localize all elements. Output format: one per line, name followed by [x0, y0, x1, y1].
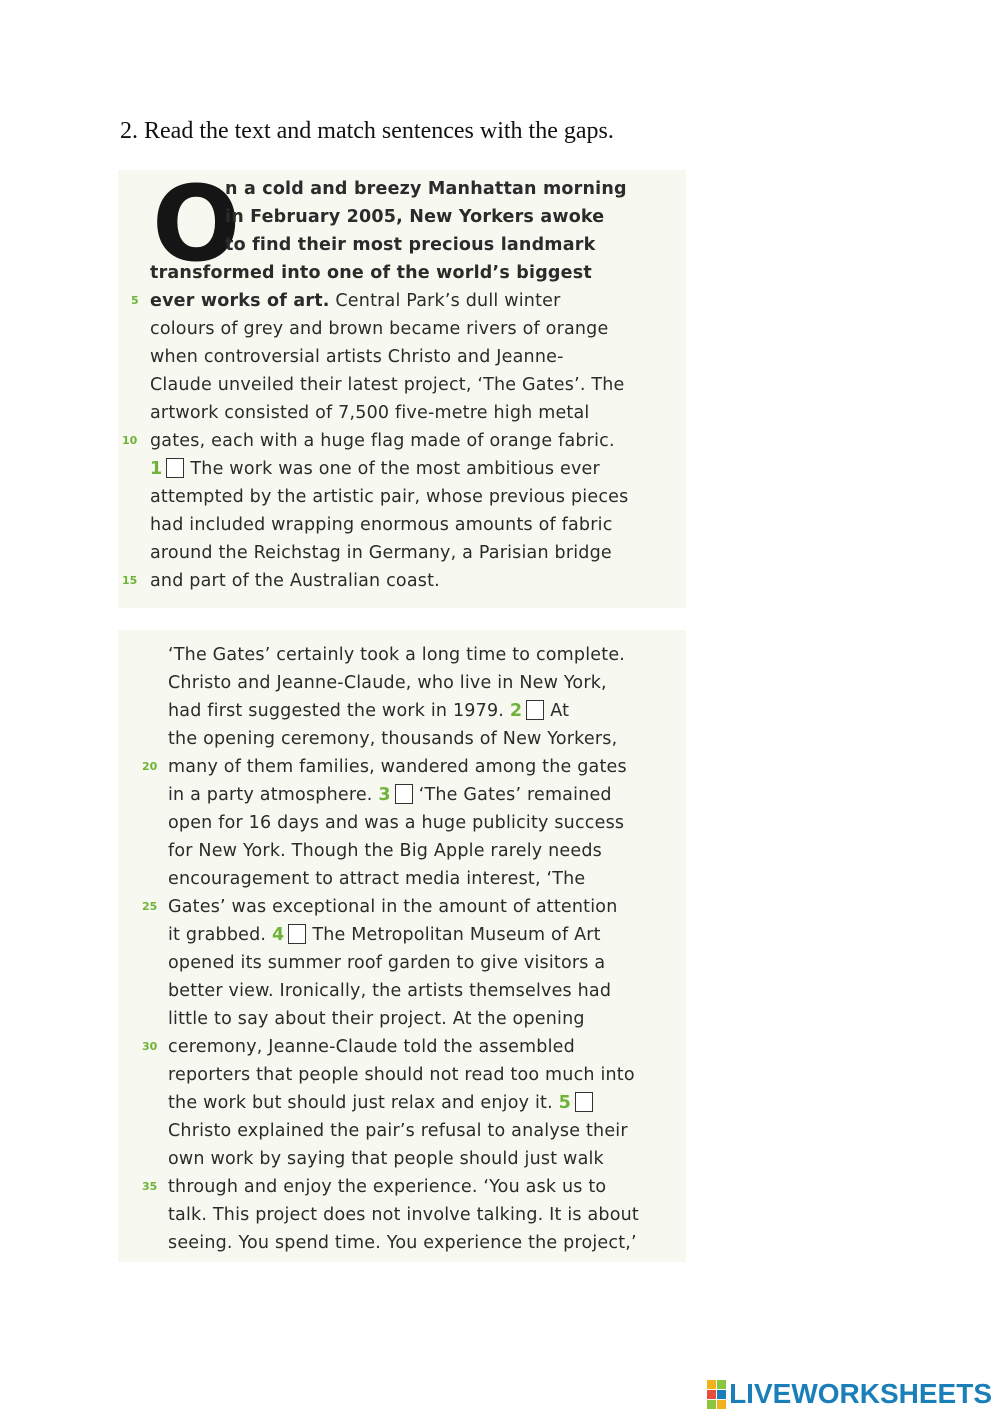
body-text: reporters that people should not read too much into — [168, 1065, 635, 1085]
text-line — [168, 949, 605, 977]
body-text: many of them families, wandered among the gates — [168, 757, 627, 777]
body-text: when controversial artists Christo and Jeanne- — [150, 347, 564, 367]
logo-tile — [707, 1390, 716, 1399]
text-line — [168, 809, 624, 837]
text-line — [150, 539, 612, 567]
gap-number: 1 — [150, 459, 163, 479]
body-text: The work was one of the most ambitious ever — [190, 459, 600, 479]
body-text: The Metropolitan Museum of Art — [312, 925, 601, 945]
line-number: 20 — [142, 760, 158, 773]
body-text: At — [550, 701, 570, 721]
gap-3-answer-box[interactable] — [395, 784, 413, 804]
bold-text: in February 2005, New Yorkers awoke — [225, 207, 605, 227]
body-text: the opening ceremony, thousands of New Yorkers, — [168, 729, 618, 749]
body-text: ceremony, Jeanne-Claude told the assembled — [168, 1037, 575, 1057]
gap-number: 5 — [558, 1093, 572, 1113]
body-text: encouragement to attract media interest, ‘The — [168, 869, 586, 889]
gap-5-answer-box[interactable] — [575, 1092, 593, 1112]
text-line — [168, 1033, 575, 1061]
text-line — [168, 1229, 637, 1257]
text-line — [168, 1173, 606, 1201]
line-number: 25 — [142, 900, 158, 913]
logo-tile — [717, 1380, 726, 1389]
logo-tile — [707, 1400, 716, 1409]
body-text: Central Park’s dull winter — [329, 291, 561, 311]
logo-mark-icon — [707, 1380, 726, 1409]
text-line — [225, 175, 627, 203]
body-text: ‘The Gates’ certainly took a long time to complete. — [168, 645, 626, 665]
gap-4-answer-box[interactable] — [288, 924, 306, 944]
body-text: artwork consisted of 7,500 five-metre high metal — [150, 403, 590, 423]
body-text: seeing. You spend time. You experience the project,’ — [168, 1233, 637, 1253]
text-line — [150, 343, 564, 371]
text-line — [150, 455, 600, 483]
bold-text: transformed into one of the world’s biggest — [150, 263, 592, 283]
body-text: the work but should just relax and enjoy it. — [168, 1093, 553, 1113]
body-text: it grabbed. — [168, 925, 267, 945]
bold-text: to find their most precious landmark — [225, 235, 596, 255]
line-number: 10 — [122, 434, 138, 447]
line-number: 30 — [142, 1040, 158, 1053]
body-text: own work by saying that people should just walk — [168, 1149, 604, 1169]
text-line — [150, 371, 625, 399]
bold-text: n a cold and breezy Manhattan morning — [225, 179, 627, 199]
text-line — [225, 203, 604, 231]
text-line — [150, 483, 628, 511]
body-text: attempted by the artistic pair, whose previous pieces — [150, 487, 629, 507]
body-text: had first suggested the work in 1979. — [168, 701, 505, 721]
body-text: in a party atmosphere. — [168, 785, 373, 805]
line-number: 35 — [142, 1180, 158, 1193]
text-line — [168, 865, 585, 893]
text-line — [168, 977, 611, 1005]
text-line — [150, 427, 615, 455]
text-line — [150, 315, 608, 343]
liveworksheets-logo — [707, 1376, 992, 1412]
body-text: Claude unveiled their latest project, ‘The Gates’. The — [150, 375, 625, 395]
gap-number: 3 — [378, 785, 391, 805]
text-line — [168, 725, 617, 753]
body-text: around the Reichstag in Germany, a Parisian bridge — [150, 543, 612, 563]
text-line — [168, 781, 612, 809]
logo-tile — [717, 1390, 726, 1399]
body-text: gates, each with a huge flag made of orange fabric. — [150, 431, 615, 451]
logo-text: LIVEWORKSHEETS — [729, 1378, 992, 1409]
drop-cap: O — [152, 163, 241, 285]
text-line — [168, 1089, 599, 1117]
text-line — [168, 1201, 639, 1229]
body-text: Christo and Jeanne-Claude, who live in New York, — [168, 673, 607, 693]
gap-number: 4 — [271, 925, 285, 945]
text-line — [168, 1061, 635, 1089]
text-line — [168, 641, 625, 669]
text-line — [168, 1145, 604, 1173]
body-text: open for 16 days and was a huge publicity success — [168, 813, 625, 833]
logo-tile — [707, 1380, 716, 1389]
line-number: 5 — [131, 294, 139, 307]
text-line — [168, 893, 618, 921]
body-text: talk. This project does not involve talking. It is about — [168, 1205, 639, 1225]
body-text: better view. Ironically, the artists themselves had — [168, 981, 612, 1001]
text-line — [150, 511, 613, 539]
instruction-heading: 2. Read the text and match sentences with the gaps. — [120, 118, 614, 144]
gap-2-answer-box[interactable] — [526, 700, 544, 720]
text-line — [150, 399, 589, 427]
text-line — [168, 697, 569, 725]
logo-tile — [717, 1400, 726, 1409]
text-line — [150, 287, 561, 315]
body-text: through and enjoy the experience. ‘You ask us to — [168, 1177, 607, 1197]
body-text: for New York. Though the Big Apple rarely needs — [168, 841, 602, 861]
body-text: colours of grey and brown became rivers of orange — [150, 319, 609, 339]
body-text: Christo explained the pair’s refusal to analyse their — [168, 1121, 628, 1141]
body-text: had included wrapping enormous amounts of fabric — [150, 515, 613, 535]
body-text: ‘The Gates’ remained — [418, 785, 612, 805]
body-text: and part of the Australian coast. — [150, 571, 440, 591]
body-text: opened its summer roof garden to give visitors a — [168, 953, 606, 973]
text-line — [168, 921, 601, 949]
text-line — [168, 669, 607, 697]
text-line — [150, 567, 440, 595]
text-line — [150, 259, 592, 287]
gap-number: 2 — [509, 701, 523, 721]
body-text: Gates’ was exceptional in the amount of attention — [168, 897, 618, 917]
bold-text: ever works of art. — [150, 291, 330, 311]
text-line — [168, 753, 627, 781]
text-line — [168, 1117, 628, 1145]
gap-1-answer-box[interactable] — [166, 458, 184, 478]
text-line — [225, 231, 595, 259]
text-line — [168, 837, 602, 865]
body-text: little to say about their project. At the opening — [168, 1009, 585, 1029]
text-line — [168, 1005, 585, 1033]
line-number: 15 — [122, 574, 138, 587]
